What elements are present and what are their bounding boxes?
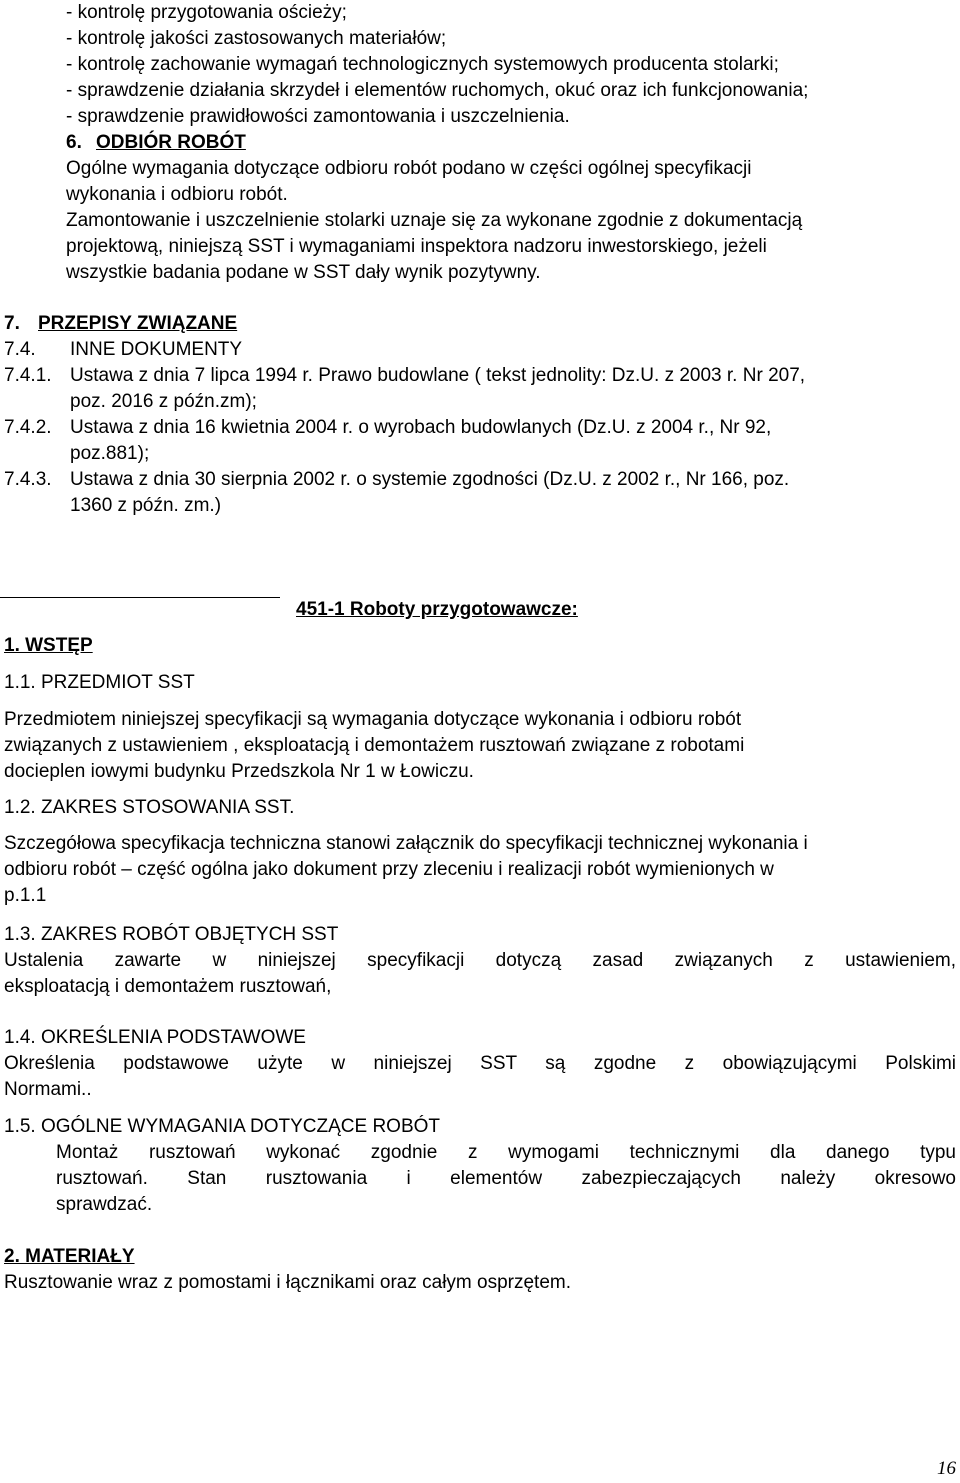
- heading-przepisy-zwiazane: PRZEPISY ZWIĄZANE: [38, 313, 238, 334]
- item-number: 7.4.1.: [4, 365, 52, 386]
- heading-number: 7.: [4, 313, 20, 334]
- paragraph-line: Szczegółowa specyfikacja techniczna stanowi załącznik do specyfikacji technicznej wykonania i: [4, 833, 808, 854]
- paragraph-line: Ustalenia zawarte w niniejszej specyfikacji dotyczą zasad związanych z ustawieniem,: [4, 950, 956, 971]
- subheading-zakres-robot: 1.3. ZAKRES ROBÓT OBJĘTYCH SST: [4, 924, 339, 945]
- paragraph-line: Montaż rusztowań wykonać zgodnie z wymogami technicznymi dla danego typu: [56, 1142, 956, 1163]
- subheading-ogolne-wymagania: 1.5. OGÓLNE WYMAGANIA DOTYCZĄCE ROBÓT: [4, 1116, 441, 1137]
- paragraph-line: Przedmiotem niniejszej specyfikacji są wymagania dotyczące wykonania i odbioru robót: [4, 709, 742, 730]
- paragraph-line: związanych z ustawieniem , eksploatacją i demontażem rusztowań związane z robotami: [4, 735, 745, 756]
- paragraph-line: Ogólne wymagania dotyczące odbioru robót podano w części ogólnej specyfikacji: [66, 158, 752, 179]
- paragraph-line: wykonania i odbioru robót.: [66, 184, 288, 205]
- separator-line: [0, 597, 280, 598]
- heading-materialy: 2. MATERIAŁY: [4, 1246, 135, 1267]
- paragraph-line: Rusztowanie wraz z pomostami i łącznikami oraz całym osprzętem.: [4, 1272, 572, 1293]
- reference-line: poz.881);: [70, 443, 150, 464]
- item-number: 7.4.2.: [4, 417, 52, 438]
- heading-wstep: 1. WSTĘP: [4, 635, 93, 656]
- paragraph-line: sprawdzać.: [56, 1194, 153, 1215]
- paragraph-line: Normami..: [4, 1079, 92, 1100]
- subheading-okreslenia: 1.4. OKREŚLENIA PODSTAWOWE: [4, 1027, 306, 1048]
- paragraph-line: rusztowań. Stan rusztowania i elementów zabezpieczających należy okresowo: [56, 1168, 956, 1189]
- list-item: - kontrolę przygotowania ościeży;: [66, 2, 347, 23]
- subheading-zakres-stosowania: 1.2. ZAKRES STOSOWANIA SST.: [4, 797, 295, 818]
- item-number: 7.4.: [4, 339, 36, 360]
- reference-line: Ustawa z dnia 30 sierpnia 2002 r. o systemie zgodności (Dz.U. z 2002 r., Nr 166, poz.: [70, 469, 790, 490]
- paragraph-line: odbioru robót – część ogólna jako dokument przy zleceniu i realizacji robót wymienionych w: [4, 859, 774, 880]
- subheading-inne-dokumenty: INNE DOKUMENTY: [70, 339, 243, 360]
- paragraph-line: eksploatacją i demontażem rusztowań,: [4, 976, 332, 997]
- list-item: - kontrolę zachowanie wymagań technologicznych systemowych producenta stolarki;: [66, 54, 779, 75]
- page-number: 16: [937, 1458, 956, 1479]
- reference-line: 1360 z późn. zm.): [70, 495, 222, 516]
- list-item: - sprawdzenie działania skrzydeł i elementów ruchomych, okuć oraz ich funkcjonowania;: [66, 80, 809, 101]
- list-item: - kontrolę jakości zastosowanych materiałów;: [66, 28, 447, 49]
- paragraph-line: docieplen iowymi budynku Przedszkola Nr 1 w Łowiczu.: [4, 761, 474, 782]
- heading-odbior-robot: ODBIÓR ROBÓT: [96, 132, 246, 153]
- subheading-przedmiot-sst: 1.1. PRZEDMIOT SST: [4, 672, 195, 693]
- reference-line: Ustawa z dnia 16 kwietnia 2004 r. o wyrobach budowlanych (Dz.U. z 2004 r., Nr 92,: [70, 417, 772, 438]
- item-number: 7.4.3.: [4, 469, 52, 490]
- heading-number: 6.: [66, 132, 82, 153]
- paragraph-line: Określenia podstawowe użyte w niniejszej SST są zgodne z obowiązującymi Polskimi: [4, 1053, 956, 1074]
- list-item: - sprawdzenie prawidłowości zamontowania i uszczelnienia.: [66, 106, 570, 127]
- paragraph-line: projektową, niniejszą SST i wymaganiami inspektora nadzoru inwestorskiego, jeżeli: [66, 236, 767, 257]
- paragraph-line: wszystkie badania podane w SST dały wynik pozytywny.: [66, 262, 541, 283]
- paragraph-line: Zamontowanie i uszczelnienie stolarki uznaje się za wykonane zgodnie z dokumentacją: [66, 210, 803, 231]
- section-title: 451-1 Roboty przygotowawcze:: [296, 599, 578, 620]
- reference-line: Ustawa z dnia 7 lipca 1994 r. Prawo budowlane ( tekst jednolity: Dz.U. z 2003 r. Nr 207,: [70, 365, 806, 386]
- paragraph-line: p.1.1: [4, 885, 47, 906]
- reference-line: poz. 2016 z późn.zm);: [70, 391, 257, 412]
